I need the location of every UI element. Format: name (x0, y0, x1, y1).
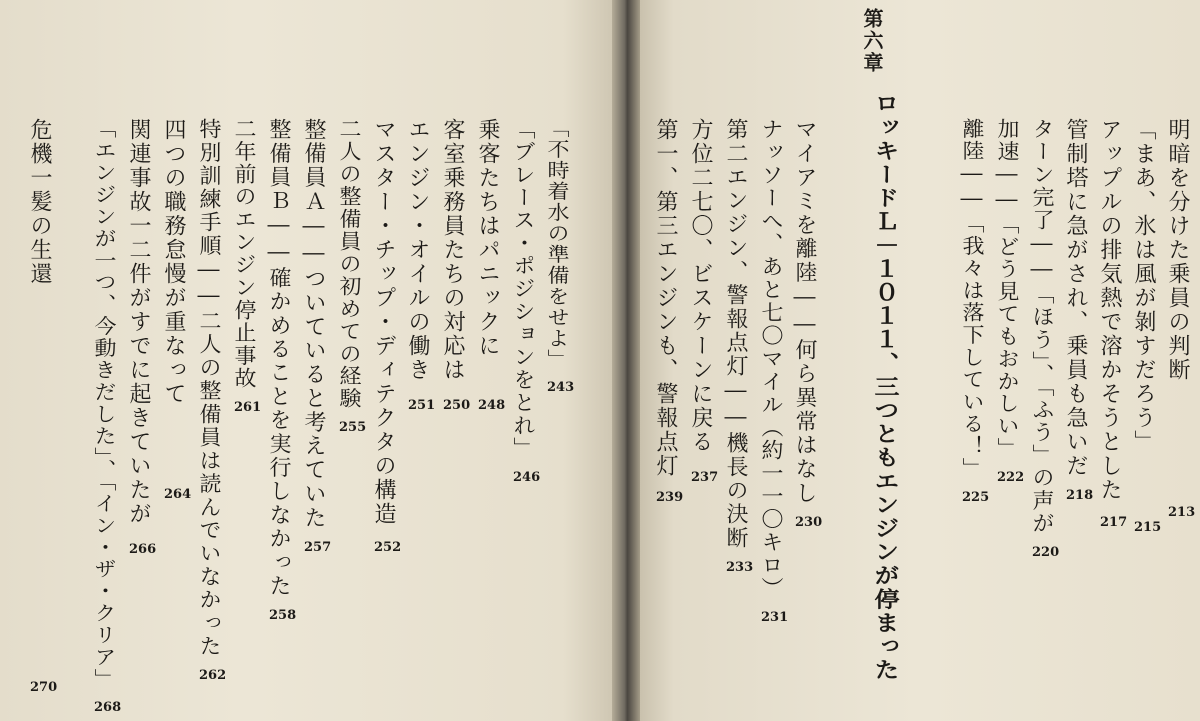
toc-entry-title: 「まあ、氷は風が剝すだろう」 (1131, 118, 1156, 454)
toc-entry-page-number: 237 (691, 470, 719, 485)
toc-entry-page-number: 225 (962, 490, 990, 505)
toc-entry-page-number: 264 (164, 487, 192, 502)
toc-entry-page-number: 246 (513, 470, 541, 485)
toc-entry-title: 明暗を分けた乗員の判断 (1165, 118, 1190, 382)
toc-entry-page-number: 261 (234, 400, 262, 415)
toc-entry-title: 加速――「どう見てもおかしい」 (994, 118, 1019, 460)
toc-entry-title: 第一、第三エンジンも、警報点灯 (653, 118, 678, 478)
chapter-title: ロッキードＬ－１０１１、三つともエンジンが停まった (871, 92, 900, 682)
toc-entry-title: 離陸――「我々は落下している！」 (959, 118, 984, 480)
toc-entry-page-number: 268 (94, 700, 122, 715)
toc-entry-page-number: 215 (1134, 520, 1162, 535)
toc-entry-title: 整備員Ｂ――確かめることを実行しなかった (266, 118, 291, 599)
toc-entry-title: ターン完了――「ほう」、「ふう」の声が (1029, 118, 1054, 536)
toc-entry-title: 客室乗務員たちの対応は (440, 118, 465, 382)
toc-entry-page-number: 218 (1066, 488, 1094, 503)
toc-entry-title: アップルの排気熱で溶かそうとした (1097, 118, 1122, 502)
toc-entry-page-number: 262 (199, 668, 227, 683)
toc-entry-title: 特別訓練手順――二人の整備員は読んでいなかった (196, 118, 221, 659)
toc-entry-title: 「ブレース・ポジションをとれ」 (510, 118, 535, 460)
toc-entry-page-number: 270 (30, 680, 58, 695)
toc-entry-title: エンジン・オイルの働き (405, 118, 430, 382)
toc-entry-title: 関連事故一二件がすでに起きていたが (126, 118, 151, 526)
toc-entry-title: マイアミを離陸――何ら異常はなし (792, 118, 817, 505)
toc-entry-title: ナッソーへ、あと七〇マイル（約一一〇キロ） (758, 118, 783, 600)
toc-entry-title: 危機一髪の生還 (27, 118, 52, 286)
toc-entry-title: 乗客たちはパニックに (475, 118, 500, 358)
toc-entry-page-number: 252 (374, 540, 402, 555)
toc-entry-page-number: 230 (795, 515, 823, 530)
toc-entry-title: 整備員Ａ――ついていると考えていた (301, 118, 326, 530)
chapter-label: 第六章 (860, 8, 884, 74)
book-gutter (612, 0, 640, 721)
toc-entry-page-number: 213 (1168, 505, 1196, 520)
toc-entry-page-number: 243 (547, 380, 575, 395)
toc-entry-page-number: 266 (129, 542, 157, 557)
toc-entry-title: 二年前のエンジン停止事故 (231, 118, 256, 390)
toc-entry-page-number: 255 (339, 420, 367, 435)
toc-entry-title: マスター・チップ・ディテクタの構造 (371, 118, 396, 526)
toc-entry-title: 「不時着水の準備をせよ」 (544, 118, 569, 370)
toc-entry-page-number: 251 (408, 398, 436, 413)
toc-entry-page-number: 217 (1100, 515, 1128, 530)
toc-entry-title: 第二エンジン、警報点灯――機長の決断 (723, 118, 748, 550)
toc-entry-page-number: 248 (478, 398, 506, 413)
toc-entry-page-number: 220 (1032, 545, 1060, 560)
toc-entry-title: 方位二七〇、ビスケーンに戻る (688, 118, 713, 454)
toc-entry-title: 四つの職務怠慢が重なって (161, 118, 186, 406)
toc-entry-page-number: 239 (656, 490, 684, 505)
toc-entry-page-number: 257 (304, 540, 332, 555)
toc-entry-title: 二人の整備員の初めての経験 (336, 118, 361, 411)
toc-entry-page-number: 231 (761, 610, 789, 625)
toc-entry-page-number: 222 (997, 470, 1025, 485)
toc-entry-page-number: 233 (726, 560, 754, 575)
toc-entry-title: 管制塔に急がされ、乗員も急いだ (1063, 118, 1088, 478)
toc-entry-title: 「エンジンが一つ、今動きだした」、「イン・ザ・クリア」 (91, 118, 116, 691)
toc-entry-page-number: 258 (269, 608, 297, 623)
toc-entry-page-number: 250 (443, 398, 471, 413)
